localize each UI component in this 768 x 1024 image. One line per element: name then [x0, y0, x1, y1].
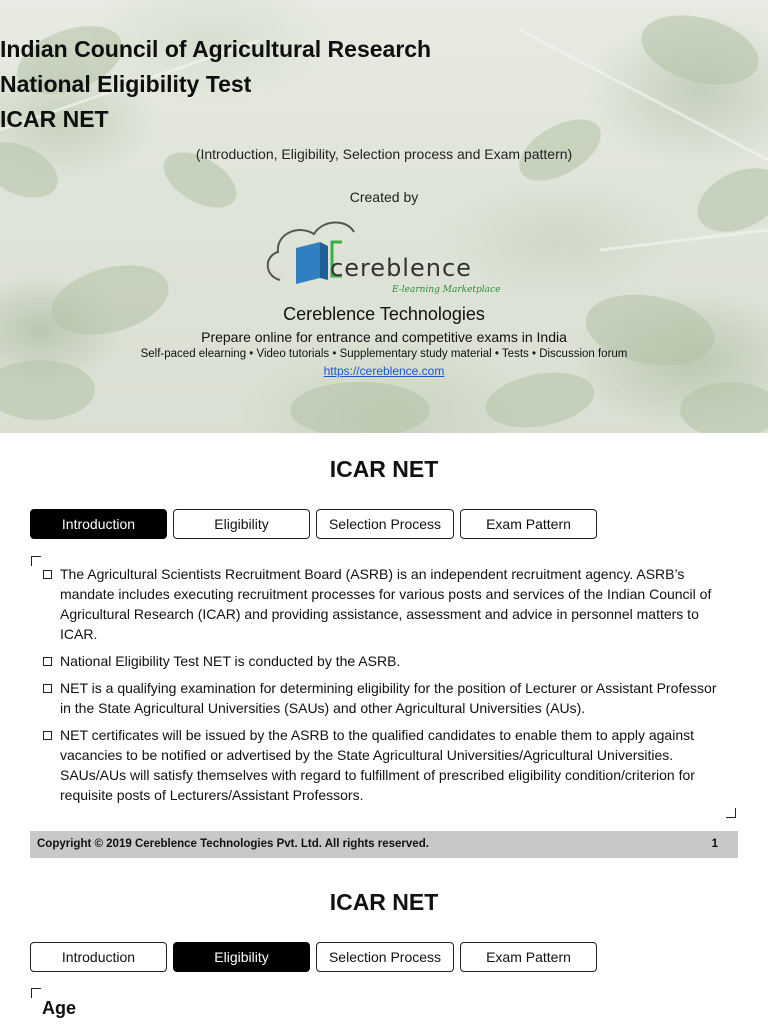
page-number: 1: [711, 838, 718, 850]
slide1-title: ICAR NET: [329, 456, 439, 482]
content-corner-bottom-right: [726, 808, 736, 818]
bullet-text: National Eligibility Test NET is conducted by the ASRB.: [60, 653, 401, 669]
checkbox-bullet-icon: [43, 657, 52, 666]
feature-list: Self-paced elearning • Video tutorials • Supplementary study material • Tests • Discussion forum: [140, 348, 628, 360]
logo-wordmark: cereblence: [330, 254, 472, 282]
website-link[interactable]: https://cereblence.com: [323, 364, 445, 378]
cover-title-organization: Indian Council of Agricultural Research: [0, 36, 432, 62]
list-item: [42, 564, 722, 644]
checkbox-bullet-icon: [43, 684, 52, 693]
checkbox-bullet-icon: [43, 570, 52, 579]
cover-title-exam: National Eligibility Test: [0, 71, 252, 97]
cover-banner: [0, 0, 768, 433]
checkbox-bullet-icon: [43, 731, 52, 740]
created-by-label: Created by: [349, 189, 419, 205]
company-name: Cereblence Technologies: [283, 304, 485, 324]
company-tagline: Prepare online for entrance and competitive exams in India: [201, 329, 567, 345]
list-item: [42, 651, 722, 671]
content-corner-top-left: [31, 556, 41, 566]
section-heading-age: Age: [42, 998, 77, 1018]
tab-selection-process[interactable]: Selection Process: [316, 942, 454, 972]
copyright-text: Copyright © 2019 Cereblence Technologies Pvt. Ltd. All rights reserved.: [37, 838, 429, 850]
list-item: [42, 678, 722, 718]
tab-eligibility[interactable]: Eligibility: [173, 942, 310, 972]
cover-title-acronym: ICAR NET: [0, 106, 109, 132]
tab-exam-pattern[interactable]: Exam Pattern: [460, 942, 597, 972]
tab-eligibility[interactable]: Eligibility: [173, 509, 310, 539]
content-corner-top-left: [31, 988, 41, 998]
introduction-bullet-list: [42, 564, 722, 812]
tab-selection-process[interactable]: Selection Process: [316, 509, 454, 539]
list-item: [42, 725, 722, 805]
logo-tagline: E-learning Marketplace: [392, 285, 501, 295]
slide2-title: ICAR NET: [329, 889, 439, 915]
cover-subtitle: (Introduction, Eligibility, Selection process and Exam pattern): [195, 146, 573, 162]
bullet-text: The Agricultural Scientists Recruitment Board (ASRB) is an independent recruitment agency. ASRB’s mandate includes executing recruitment processes for various posts and services of the Indian Council of Agricultural Research (ICAR) and providing assistance, assessment and advice in personnel matters to ICAR.: [60, 566, 712, 642]
tab-introduction[interactable]: Introduction: [30, 509, 167, 539]
bullet-text: NET is a qualifying examination for determining eligibility for the position of Lecturer or Assistant Professor in the State Agricultural Universities (SAUs) and other Agricultural Universities (AUs).: [60, 680, 717, 716]
tab-introduction[interactable]: Introduction: [30, 942, 167, 972]
tab-exam-pattern[interactable]: Exam Pattern: [460, 509, 597, 539]
cereblence-logo: [262, 216, 512, 298]
slide-footer: [30, 831, 738, 858]
bullet-text: NET certificates will be issued by the ASRB to the qualified candidates to enable them to apply against vacancies to be notified or advertised by the State Agricultural Universities/Agricultural Universities. SAUs/AUs will satisfy themselves with regard to fulfillment of prescribed eligibility condition/criterion for requisite posts of Lecturers/Assistant Professors.: [60, 727, 695, 803]
